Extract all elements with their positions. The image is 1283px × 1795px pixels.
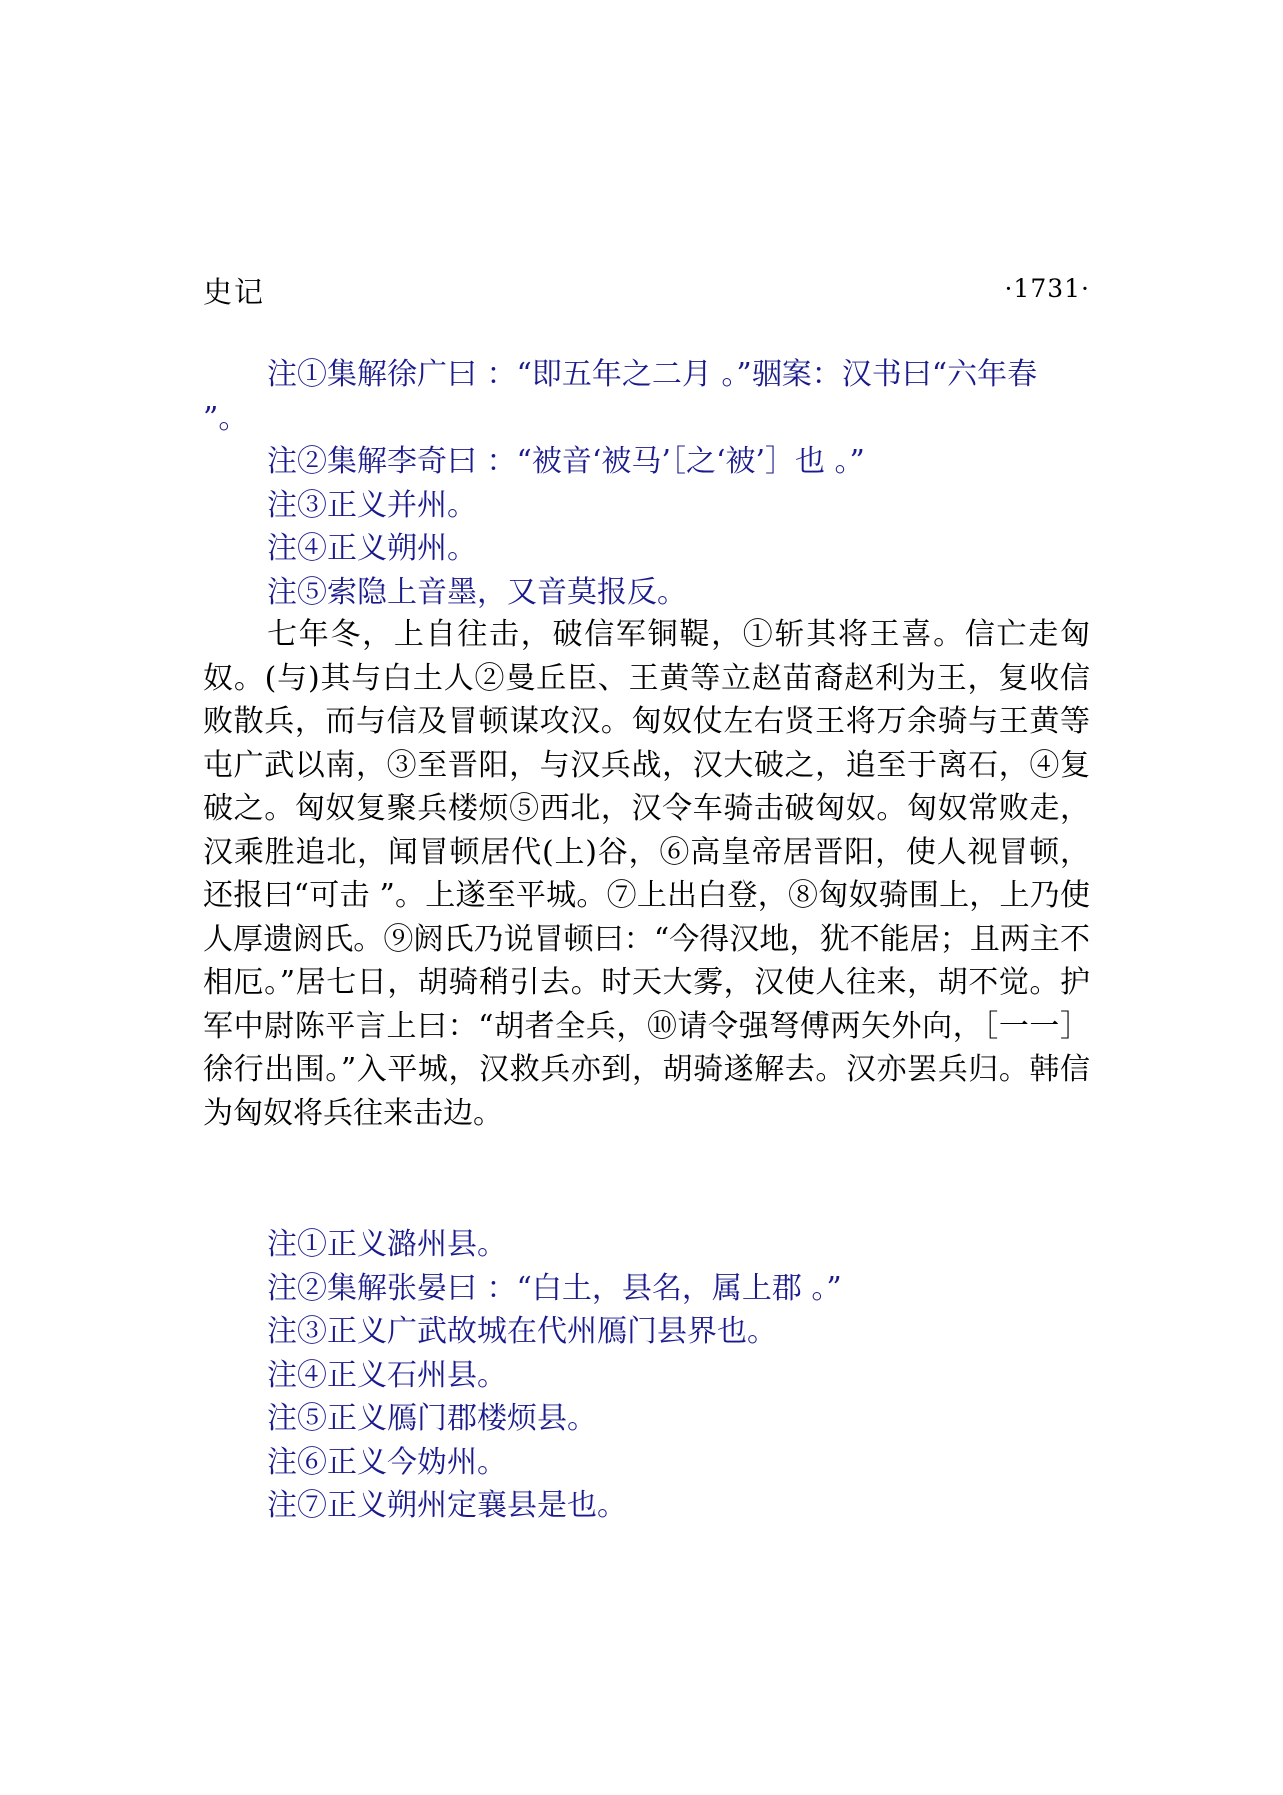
notes-block-first bbox=[203, 353, 1090, 614]
note-item: 注⑤索隐上音墨，又音莫报反。 bbox=[267, 574, 687, 610]
page-number: ·1731· bbox=[1004, 274, 1090, 303]
note-item: 注③正义并州。 bbox=[267, 487, 477, 523]
note-item: 注③正义广武故城在代州鴈门县界也。 bbox=[267, 1314, 777, 1349]
note-item: 注①集解徐广曰 ：“即五年之二月 。”骃案：汉书曰“六年春 ”。 bbox=[203, 357, 1038, 436]
book-title: 史记 bbox=[203, 275, 266, 309]
note-item: 注⑥正义今妫州。 bbox=[267, 1444, 507, 1480]
main-paragraph: 七年冬，上自往击，破信军铜鞮，①斩其将王喜。信亡走匈奴。(与)其与白土人②曼丘臣、王黄等立赵苗裔赵利为王，复收信败散兵，而与信及冒顿谋攻汉。匈奴仗左右贤王将万余骑与王黄等屯广武以南，③至晋阳，与汉兵战，汉大破之，追至于离石，④复破之。匈奴复聚兵楼烦⑤西北，汉令车骑击破匈奴。匈奴常败走，汉乘胜追北，闻冒顿居代(上)谷，⑥高皇帝居晋阳，使人视冒顿，还报曰“可击 ”。上遂至平城。⑦上出白登，⑧匈奴骑围上，上乃使人厚遗阏氏。⑨阏氏乃说冒顿曰：“今得汉地，犹不能居；且两主不相厄。”居七日，胡骑稍引去。时天大雾，汉使人往来，胡不觉。护军中尉陈平言上曰：“胡者全兵，⑩请令强弩傅两矢外向，［一一］徐行出围。”入平城，汉救兵亦到，胡骑遂解去。汉亦罢兵归。韩信为匈奴将兵往来击边。 bbox=[203, 617, 1090, 1131]
note-item: 注①正义潞州县。 bbox=[267, 1227, 507, 1262]
note-item: 注⑤正义鴈门郡楼烦县。 bbox=[267, 1401, 597, 1436]
main-text-block bbox=[203, 613, 1090, 1135]
note-item: 注④正义朔州。 bbox=[267, 531, 477, 566]
page-header bbox=[203, 270, 1090, 314]
notes-block-second bbox=[203, 1223, 1090, 1528]
note-item: 注②集解李奇曰 ：“被音‘被马’［之‘被’］也 。” bbox=[267, 444, 865, 479]
note-item: 注⑦正义朔州定襄县是也。 bbox=[267, 1488, 627, 1523]
note-item: 注④正义石州县。 bbox=[267, 1357, 507, 1393]
note-item: 注②集解张晏曰 ：“白土，县名，属上郡 。” bbox=[267, 1270, 842, 1306]
